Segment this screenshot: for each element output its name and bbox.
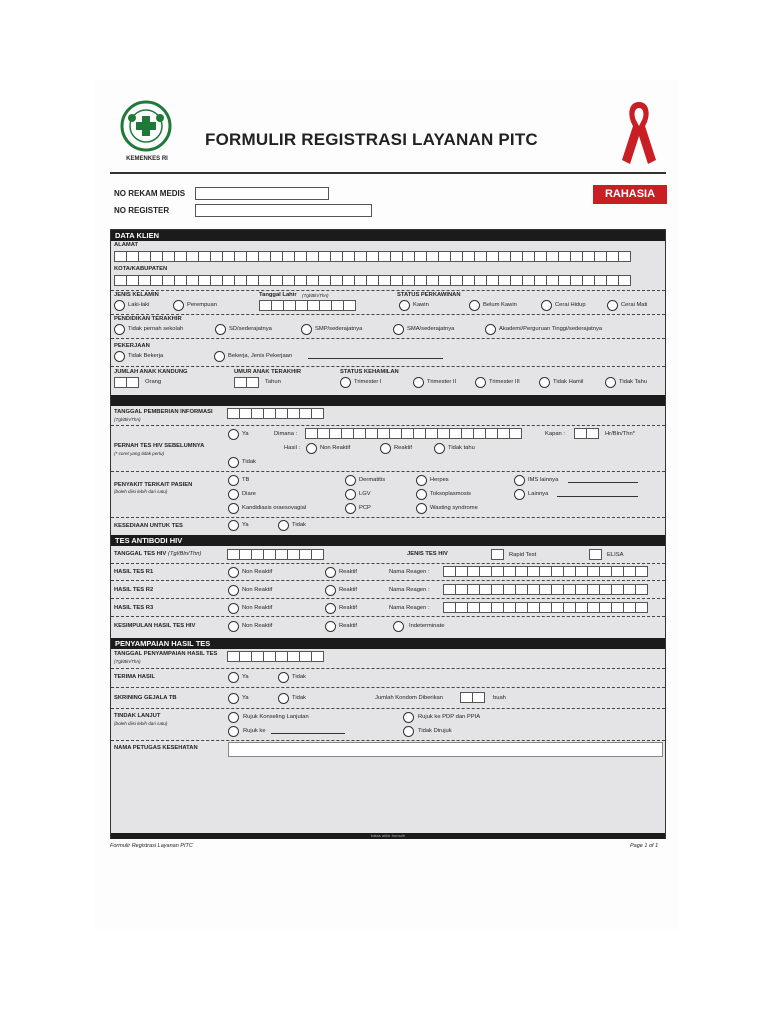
disease-ims-check[interactable] bbox=[514, 475, 525, 486]
r3-reactive-radio[interactable] bbox=[325, 603, 336, 614]
footer-form-name: Formulir Registrasi Layanan PITC bbox=[110, 843, 193, 849]
disease-label: PENYAKIT TERKAIT PASIEN bbox=[114, 482, 193, 488]
disease-candida-check[interactable] bbox=[228, 503, 239, 514]
section-client: DATA KLIEN bbox=[111, 230, 665, 241]
receive-yes-label: Ya bbox=[242, 674, 249, 680]
officer-label: NAMA PETUGAS KESEHATAN bbox=[114, 745, 198, 751]
disease-candida-label: Kandidiasis oraesovagial bbox=[242, 505, 307, 511]
section-antibody: TES ANTIBODI HIV bbox=[111, 535, 665, 546]
kota-label: KOTA/KABUPATEN bbox=[114, 266, 168, 272]
receive-no-radio[interactable] bbox=[278, 672, 289, 683]
marital-label: STATUS PERKAWINAN bbox=[397, 292, 461, 298]
divider bbox=[111, 517, 665, 518]
condom-boxes[interactable] bbox=[460, 692, 484, 703]
r1-reactive-radio[interactable] bbox=[325, 567, 336, 578]
disease-pcp-label: PCP bbox=[359, 505, 371, 511]
gender-male-radio[interactable] bbox=[114, 300, 125, 311]
preg-no-label: Tidak Hamil bbox=[553, 379, 584, 385]
r2-reagent-label: Nama Reagen : bbox=[389, 587, 430, 593]
r2-reactive-radio[interactable] bbox=[325, 585, 336, 596]
disease-diare-check[interactable] bbox=[228, 489, 239, 500]
when-unit: Hr/Bln/Thn* bbox=[605, 431, 635, 437]
when-boxes[interactable] bbox=[574, 428, 598, 439]
job-label: PEKERJAAN bbox=[114, 343, 150, 349]
alamat-boxes[interactable] bbox=[114, 251, 630, 262]
follow-none-label: Tidak Dirujuk bbox=[418, 728, 452, 734]
dob-hint: (Tgl/Bln/Thn) bbox=[302, 293, 329, 298]
elisa-label: ELISA bbox=[607, 552, 624, 558]
job-type-line[interactable] bbox=[308, 358, 443, 359]
edu-none-label: Tidak pernah sekolah bbox=[128, 326, 184, 332]
prev-test-hint: (* coret yang tidak perlu) bbox=[114, 451, 165, 456]
job-working-label: Bekerja, Jenis Pekerjaan bbox=[228, 353, 293, 359]
edu-sma-radio[interactable] bbox=[393, 324, 404, 335]
r1-reactive-label: Reaktif bbox=[339, 569, 358, 575]
pregnancy-label: STATUS KEHAMILAN bbox=[340, 369, 399, 375]
prev-test-label: PERNAH TES HIV SEBELUMNYA bbox=[114, 443, 205, 449]
preg-unknown-label: Tidak Tahu bbox=[619, 379, 648, 385]
tb-yes-label: Ya bbox=[242, 695, 249, 701]
edu-smp-label: SMP/sederajatnya bbox=[315, 326, 363, 332]
r3-reactive-label: Reaktif bbox=[339, 605, 358, 611]
follow-pdp-label: Rujuk ke PDP dan PPIA bbox=[418, 714, 481, 720]
divider bbox=[111, 740, 665, 741]
disease-tb-check[interactable] bbox=[228, 475, 239, 486]
info-date-label: TANGGAL PEMBERIAN INFORMASI bbox=[114, 409, 213, 415]
summary-indeterminate-radio[interactable] bbox=[393, 621, 404, 632]
r3-reagent-label: Nama Reagen : bbox=[389, 605, 430, 611]
ready-no-radio[interactable] bbox=[278, 520, 289, 531]
divider bbox=[111, 314, 665, 315]
divider bbox=[111, 580, 665, 581]
edu-sd-radio[interactable] bbox=[215, 324, 226, 335]
kemenkes-logo bbox=[120, 100, 172, 152]
delivery-date-label: TANGGAL PENYAMPAIAN HASIL TES bbox=[114, 651, 218, 657]
ready-yes-radio[interactable] bbox=[228, 520, 239, 531]
divider bbox=[111, 290, 665, 291]
delivery-date-hint: (Tgl/Bln/Thn) bbox=[114, 659, 141, 664]
officer-field[interactable] bbox=[228, 742, 663, 757]
disease-herpes-check[interactable] bbox=[416, 475, 427, 486]
red-ribbon-icon bbox=[618, 98, 660, 166]
r2-nonreactive-radio[interactable] bbox=[228, 585, 239, 596]
marital-single-radio[interactable] bbox=[469, 300, 480, 311]
divider bbox=[111, 687, 665, 688]
prev-reactive-radio[interactable] bbox=[380, 443, 391, 454]
edu-college-label: Akademi/Perguruan Tinggi/sederajatnya bbox=[499, 326, 603, 332]
divider bbox=[111, 616, 665, 617]
gender-female-label: Perempuan bbox=[187, 302, 217, 308]
alamat-label: ALAMAT bbox=[114, 242, 139, 248]
rapid-test-check[interactable] bbox=[491, 549, 504, 560]
disease-herpes-label: Herpes bbox=[430, 477, 449, 483]
disease-other-line[interactable] bbox=[557, 496, 638, 497]
preg-unknown-radio[interactable] bbox=[605, 377, 616, 388]
register-field[interactable] bbox=[195, 204, 372, 217]
gender-male-label: Laki-laki bbox=[128, 302, 150, 308]
r2-label: HASIL TES R2 bbox=[114, 587, 154, 593]
disease-wasting-label: Wasting syndrome bbox=[430, 505, 478, 511]
registration-form bbox=[110, 229, 666, 839]
receive-label: TERIMA HASIL bbox=[114, 674, 156, 680]
r3-label: HASIL TES R3 bbox=[114, 605, 154, 611]
edu-label: PENDIDIKAN TERAKHIR bbox=[114, 316, 182, 322]
divider bbox=[111, 598, 665, 599]
summary-reactive-label: Reaktif bbox=[339, 623, 358, 629]
ready-label: KESEDIAAN UNTUK TES bbox=[114, 523, 183, 529]
disease-ims-label: IMS lainnya bbox=[528, 477, 559, 483]
disease-lgv-label: LGV bbox=[359, 491, 371, 497]
follow-pdp-check[interactable] bbox=[403, 712, 414, 723]
info-date-boxes[interactable] bbox=[227, 408, 323, 419]
rapid-test-label: Rapid Test bbox=[509, 552, 537, 558]
disease-other-check[interactable] bbox=[514, 489, 525, 500]
follow-counsel-label: Rujuk Konseling Lanjutan bbox=[243, 714, 309, 720]
divider bbox=[111, 668, 665, 669]
gender-label: JENIS KELAMIN bbox=[114, 292, 159, 298]
r3-nonreactive-label: Non Reaktif bbox=[242, 605, 273, 611]
where-label: Dimana : bbox=[274, 431, 298, 437]
preg-t1-radio[interactable] bbox=[340, 377, 351, 388]
edu-sd-label: SD/sederajatnya bbox=[229, 326, 272, 332]
footer-page: Page 1 of 1 bbox=[630, 843, 659, 849]
test-type-label: JENIS TES HIV bbox=[407, 551, 448, 557]
info-date-hint: (Tgl/Bln/Thn) bbox=[114, 417, 141, 422]
disease-other-label: Lainnya bbox=[528, 491, 549, 497]
children-unit: Orang bbox=[145, 379, 162, 385]
r2-nonreactive-label: Non Reaktif bbox=[242, 587, 273, 593]
ready-no-label: Tidak bbox=[292, 522, 306, 528]
confidential-badge: RAHASIA bbox=[593, 185, 667, 204]
marital-widowed-label: Cerai Mati bbox=[621, 302, 648, 308]
marital-widowed-radio[interactable] bbox=[607, 300, 618, 311]
divider bbox=[111, 708, 665, 709]
form-title: FORMULIR REGISTRASI LAYANAN PITC bbox=[205, 130, 538, 149]
preg-t2-label: Trimester II bbox=[427, 379, 457, 385]
prev-yes-label: Ya bbox=[242, 431, 249, 437]
header-rule bbox=[110, 172, 666, 174]
end-of-form-bar: batas akhir formulir bbox=[111, 833, 665, 839]
disease-toxo-label: Toksoplasmosis bbox=[430, 491, 471, 497]
tb-yes-radio[interactable] bbox=[228, 693, 239, 704]
summary-reactive-radio[interactable] bbox=[325, 621, 336, 632]
dob-label: Tanggal Lahir bbox=[259, 292, 297, 298]
prev-yes-radio[interactable] bbox=[228, 429, 239, 440]
section-blank bbox=[111, 395, 665, 406]
preg-t3-radio[interactable] bbox=[475, 377, 486, 388]
edu-smp-radio[interactable] bbox=[301, 324, 312, 335]
job-none-label: Tidak Bekerja bbox=[128, 353, 164, 359]
elisa-check[interactable] bbox=[589, 549, 602, 560]
age-boxes[interactable] bbox=[234, 377, 258, 388]
kota-boxes[interactable] bbox=[114, 275, 630, 286]
divider bbox=[111, 338, 665, 339]
divider bbox=[111, 471, 665, 472]
prev-no-label: Tidak bbox=[242, 459, 256, 465]
summary-label: KESIMPULAN HASIL TES HIV bbox=[114, 623, 196, 629]
prev-no-radio[interactable] bbox=[228, 457, 239, 468]
children-label: JUMLAH ANAK KANDUNG bbox=[114, 369, 188, 375]
disease-pcp-check[interactable] bbox=[345, 503, 356, 514]
disease-ims-line[interactable] bbox=[568, 482, 638, 483]
r3-nonreactive-radio[interactable] bbox=[228, 603, 239, 614]
condom-label: Jumlah Kondom Diberikan bbox=[375, 695, 443, 701]
test-date-label: TANGGAL TES HIV (Tgl/Bln/Thn) bbox=[114, 551, 202, 557]
preg-t3-label: Trimester III bbox=[489, 379, 520, 385]
prev-nonreactive-label: Non Reaktif bbox=[320, 445, 351, 451]
prev-nonreactive-radio[interactable] bbox=[306, 443, 317, 454]
marital-single-label: Belum Kawin bbox=[483, 302, 517, 308]
divider bbox=[111, 425, 665, 426]
prev-unknown-label: Tidak tahu bbox=[448, 445, 475, 451]
receive-yes-radio[interactable] bbox=[228, 672, 239, 683]
preg-no-radio[interactable] bbox=[539, 377, 550, 388]
tb-screen-label: SKRINING GEJALA TB bbox=[114, 695, 177, 701]
r1-label: HASIL TES R1 bbox=[114, 569, 154, 575]
divider bbox=[111, 563, 665, 564]
disease-lgv-check[interactable] bbox=[345, 489, 356, 500]
job-working-radio[interactable] bbox=[214, 351, 225, 362]
marital-married-label: Kawin bbox=[413, 302, 429, 308]
disease-wasting-check[interactable] bbox=[416, 503, 427, 514]
disease-hint: (boleh diisi lebih dari satu) bbox=[114, 489, 168, 494]
disease-dermatitis-label: Dermatitis bbox=[359, 477, 386, 483]
delivery-date-boxes[interactable] bbox=[227, 651, 323, 662]
disease-toxo-check[interactable] bbox=[416, 489, 427, 500]
follow-hint: (boleh diisi lebih dari satu) bbox=[114, 721, 168, 726]
prev-unknown-radio[interactable] bbox=[434, 443, 445, 454]
section-delivery: PENYAMPAIAN HASIL TES bbox=[111, 638, 665, 649]
edu-college-radio[interactable] bbox=[485, 324, 496, 335]
follow-refer-label: Rujuk ke bbox=[243, 728, 266, 734]
r1-reagent-boxes[interactable] bbox=[443, 566, 647, 577]
disease-diare-label: Diare bbox=[242, 491, 256, 497]
preg-t2-radio[interactable] bbox=[413, 377, 424, 388]
rekam-medis-field[interactable] bbox=[195, 187, 329, 200]
where-boxes[interactable] bbox=[305, 428, 521, 439]
job-none-radio[interactable] bbox=[114, 351, 125, 362]
summary-nonreactive-radio[interactable] bbox=[228, 621, 239, 632]
follow-label: TINDAK LANJUT bbox=[114, 713, 161, 719]
follow-refer-line[interactable] bbox=[271, 733, 345, 734]
r1-reagent-label: Nama Reagen : bbox=[389, 569, 430, 575]
register-label: NO REGISTER bbox=[114, 206, 170, 215]
marital-married-radio[interactable] bbox=[399, 300, 410, 311]
marital-divorced-radio[interactable] bbox=[541, 300, 552, 311]
follow-refer-check[interactable] bbox=[228, 726, 239, 737]
receive-no-label: Tidak bbox=[292, 674, 306, 680]
gender-female-radio[interactable] bbox=[173, 300, 184, 311]
summary-nonreactive-label: Non Reaktif bbox=[242, 623, 273, 629]
r1-nonreactive-radio[interactable] bbox=[228, 567, 239, 578]
ready-yes-label: Ya bbox=[242, 522, 249, 528]
r2-reagent-boxes[interactable] bbox=[443, 584, 647, 595]
disease-dermatitis-check[interactable] bbox=[345, 475, 356, 486]
when-label: Kapan : bbox=[545, 431, 565, 437]
prev-reactive-label: Reaktif bbox=[394, 445, 413, 451]
marital-divorced-label: Cerai Hidup bbox=[555, 302, 586, 308]
rekam-medis-label: NO REKAM MEDIS bbox=[114, 189, 186, 198]
age-unit: Tahun bbox=[265, 379, 281, 385]
dob-boxes[interactable] bbox=[259, 300, 355, 311]
r3-reagent-boxes[interactable] bbox=[443, 602, 647, 613]
age-label: UMUR ANAK TERAKHIR bbox=[234, 369, 302, 375]
condom-unit: buah bbox=[493, 695, 506, 701]
preg-t1-label: Trimester I bbox=[354, 379, 382, 385]
org-name: KEMENKES RI bbox=[126, 156, 168, 162]
disease-tb-label: TB bbox=[242, 477, 250, 483]
prev-result-label: Hasil : bbox=[284, 445, 301, 451]
edu-sma-label: SMA/sederajatnya bbox=[407, 326, 455, 332]
follow-none-check[interactable] bbox=[403, 726, 414, 737]
tb-no-radio[interactable] bbox=[278, 693, 289, 704]
r1-nonreactive-label: Non Reaktif bbox=[242, 569, 273, 575]
children-boxes[interactable] bbox=[114, 377, 138, 388]
r2-reactive-label: Reaktif bbox=[339, 587, 358, 593]
edu-none-radio[interactable] bbox=[114, 324, 125, 335]
test-date-boxes[interactable] bbox=[227, 549, 323, 560]
summary-indeterminate-label: Indeterminate bbox=[409, 623, 445, 629]
follow-counsel-check[interactable] bbox=[228, 712, 239, 723]
divider bbox=[111, 366, 665, 367]
tb-no-label: Tidak bbox=[292, 695, 306, 701]
